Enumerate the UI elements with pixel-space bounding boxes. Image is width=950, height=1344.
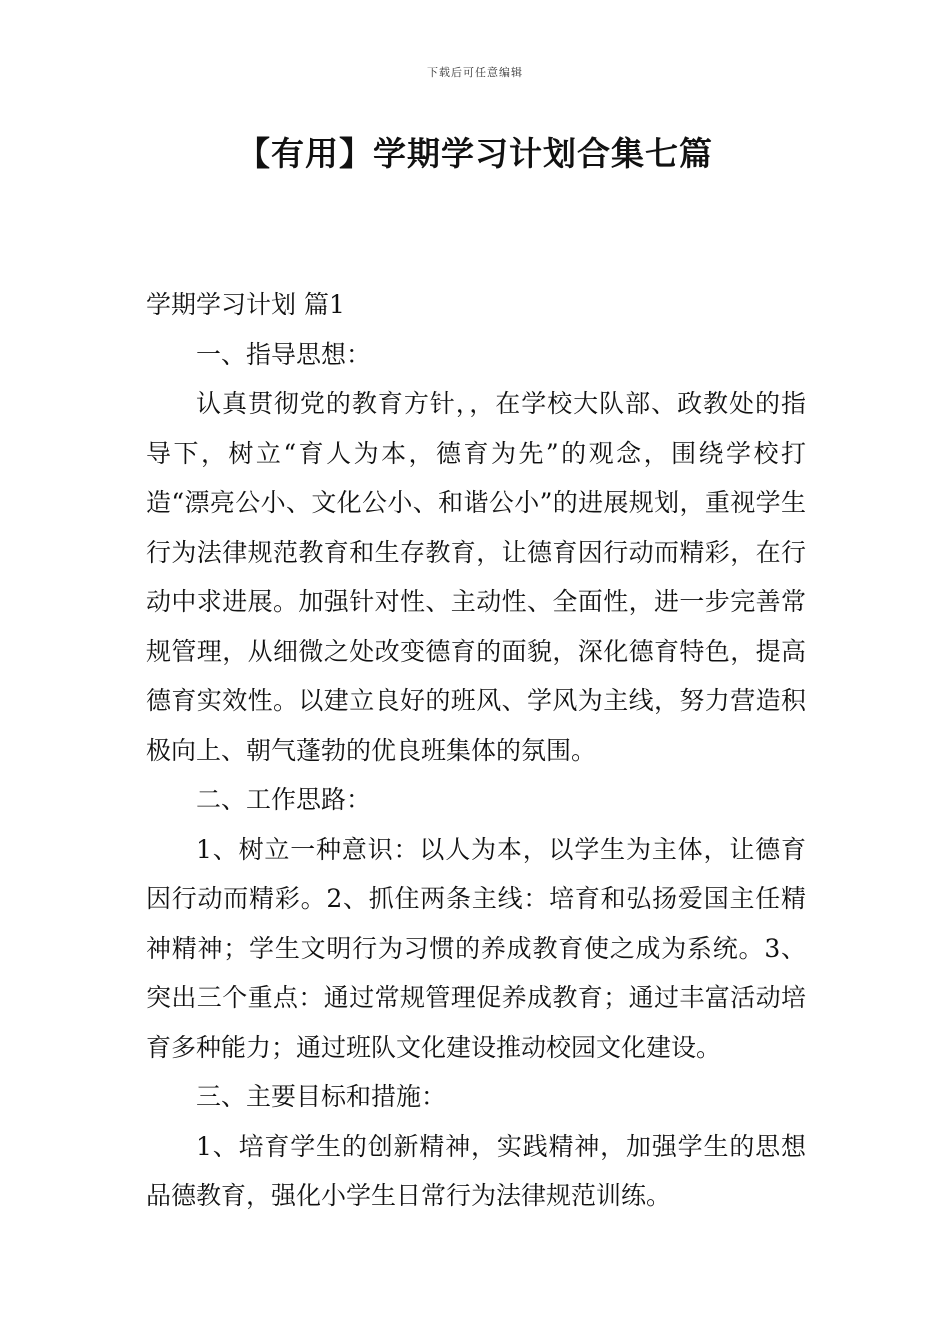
document-body: [146, 280, 806, 1221]
paragraph-goals: 1、培育学生的创新精神，实践精神，加强学生的思想品德教育，强化小学生日常行为法律规范训练。: [146, 1131, 806, 1210]
paragraph-work-approach: 1、树立一种意识：以人为本，以学生为主体，让德育因行动而精彩。2、抓住两条主线：培育和弘扬爱国主任精神精神；学生文明行为习惯的养成教育使之成为系统。3、突出三个重点：通过常规管理促养成教育；通过丰富活动培育多种能力；通过班队文化建设推动校园文化建设。: [146, 834, 806, 1062]
paragraph-guiding-ideology-heading: 一、指导思想：: [196, 339, 372, 369]
paragraph-guiding-ideology: 认真贯彻党的教育方针，，在学校大队部、政教处的指导下，树立“育人为本，德育为先”的观念，围绕学校打造“漂亮公小、文化公小、和谐公小”的进展规划，重视学生行为法律规范教育和生存教育，让德育因行动而精彩，在行动中求进展。加强针对性、主动性、全面性，进一步完善常规管理，从细微之处改变德育的面貌，深化德育特色，提高德育实效性。以建立良好的班风、学风为主线，努力营造积极向上、朝气蓬勃的优良班集体的氛围。: [146, 389, 806, 765]
header-note: 下载后可任意编辑: [427, 66, 523, 79]
section-heading: 学期学习计划 篇1: [146, 290, 345, 319]
paragraph-work-approach-heading: 二、工作思路：: [196, 785, 372, 814]
document-title: 【有用】学期学习计划合集七篇: [237, 134, 713, 173]
paragraph-goals-heading: 三、主要目标和措施：: [196, 1082, 447, 1111]
